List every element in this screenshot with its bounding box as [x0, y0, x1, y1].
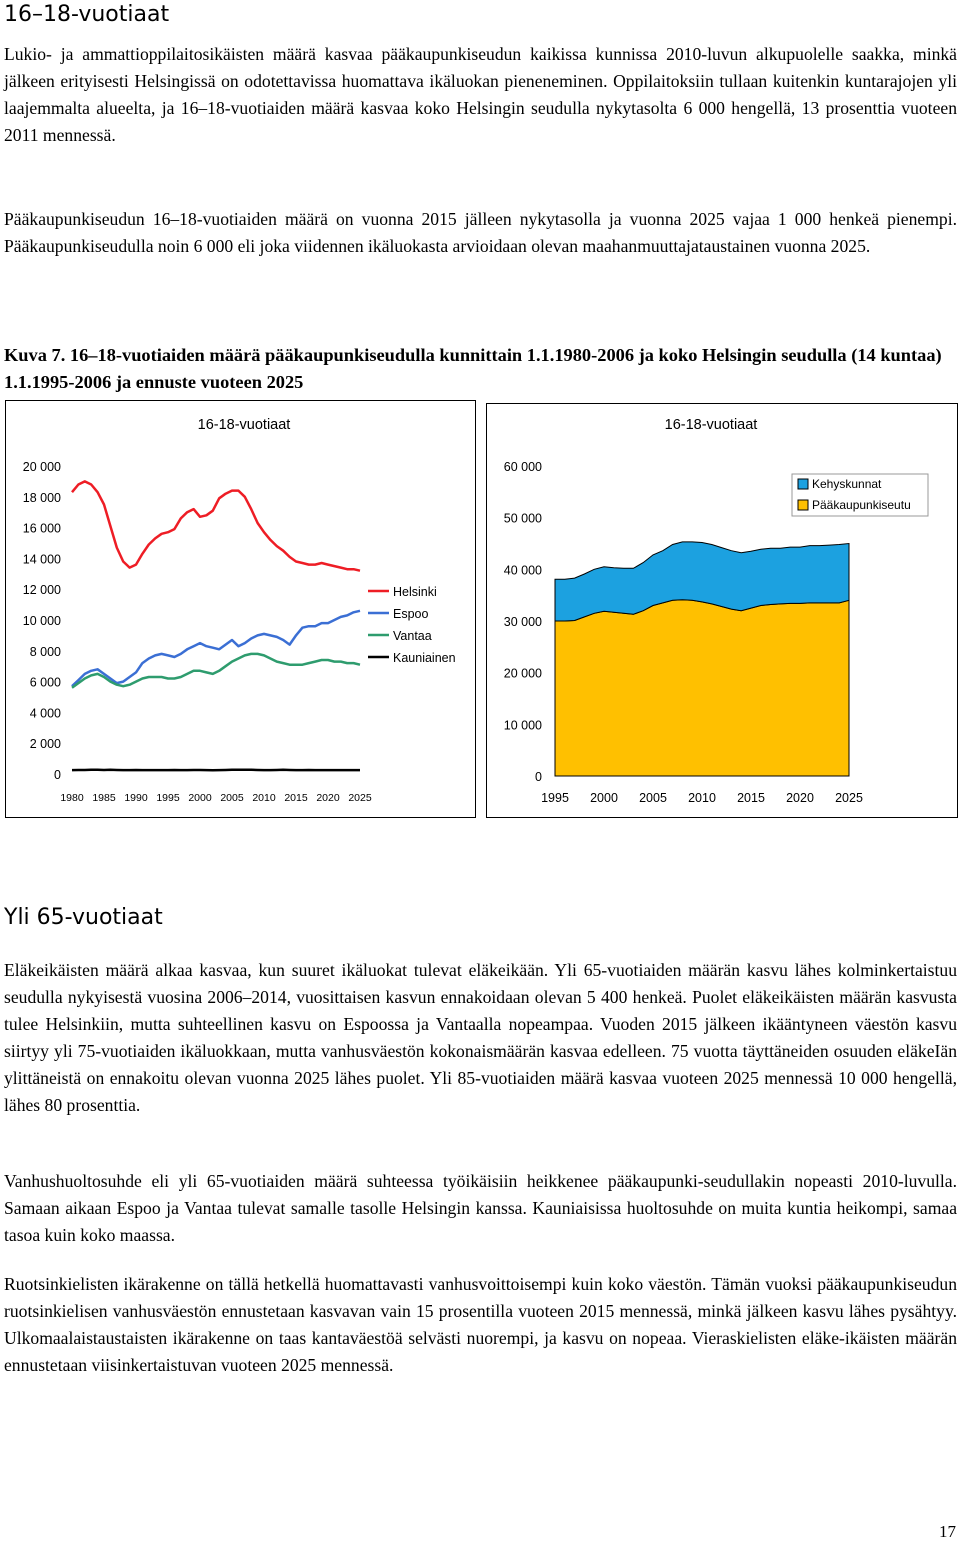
legend-label: Pääkaupunkiseutu: [812, 498, 911, 512]
line-chart: [6, 401, 475, 817]
y-tick-label: 20 000: [22, 460, 61, 474]
x-tick-label: 2015: [737, 791, 765, 805]
figure-caption: Kuva 7. 16–18-vuotiaiden määrä pääkaupunkiseudulla kunnittain 1.1.1980-2006 ja koko Helsingin seudulla (14 kuntaa) 1.1.1995-2006 ja ennuste vuoteen 2025: [4, 345, 942, 392]
series-line-helsinki: [72, 481, 360, 570]
legend: [368, 585, 456, 665]
legend-label: Kauniainen: [393, 651, 456, 665]
x-tick-label: 2020: [316, 792, 340, 804]
y-tick-label: 4 000: [29, 706, 61, 721]
y-tick-label: 16 000: [22, 521, 61, 536]
legend-label: Kehyskunnat: [812, 477, 882, 491]
series-area-pääkaupunkiseutu: [555, 600, 849, 776]
series-line-kauniainen: [72, 770, 360, 771]
area-chart-panel: [486, 403, 958, 818]
y-tick-label: 40 000: [503, 563, 542, 578]
y-tick-label: 14 000: [22, 552, 61, 567]
legend-label: Helsinki: [393, 585, 437, 599]
x-axis-ticks: [541, 791, 863, 805]
series-lines: [72, 481, 360, 770]
y-tick-label: 30 000: [503, 615, 542, 629]
legend-label: Espoo: [393, 607, 429, 621]
y-tick-label: 6 000: [29, 675, 61, 690]
x-tick-label: 2000: [590, 791, 618, 805]
paragraph-5: Ruotsinkielisten ikärakenne on tällä hetkellä huomattavasti vanhusvoittoisempi kuin koko väestön. Tämän vuoksi pääkaupunkiseudun ruotsinkielisen vanhusväestön ennustetaan kasvavan vain 15 prosentilla vuoteen 2015 mennessä, minkä jälkeen kasvu lähes pysähtyy. Ulkomaalaistaustaisten ikärakenne on taas kantaväestöä selvästi nuorempi, ja kasvu on nopeaa. Vieraskielisten eläke-ikäisten määrän ennustetaan viisinkertaistuvan vuoteen 2025 mennessä.: [4, 1274, 957, 1375]
x-tick-label: 1995: [156, 792, 180, 804]
y-tick-label: 0: [535, 770, 542, 784]
x-tick-label: 2000: [188, 792, 212, 804]
y-tick-label: 18 000: [22, 490, 61, 505]
legend-swatch: [798, 479, 808, 489]
chart-title: 16-18-vuotiaat: [664, 417, 758, 433]
legend-swatch: [798, 500, 808, 510]
series-line-vantaa: [72, 654, 360, 688]
paragraph-4: Vanhushuoltosuhde eli yli 65-vuotiaiden määrä suhteessa työikäisiin heikkenee pääkaupunki-seudullakin nopeasti 2010-luvulla. Samaan aikaan Espoo ja Vantaa tulevat samalle tasolle Helsingin kanssa. Kauniaisissa huoltosuhde on muita kuntia heikompi, samaa tasoa kuin koko maassa.: [4, 1171, 957, 1245]
section-heading-16-18: 16–18-vuotiaat: [4, 2, 170, 27]
y-tick-label: 12 000: [22, 583, 61, 598]
x-tick-label: 2025: [348, 792, 372, 804]
series-areas: [555, 542, 849, 776]
x-tick-label: 1985: [92, 792, 116, 804]
x-tick-label: 2025: [835, 791, 863, 805]
chart-title: 16-18-vuotiaat: [197, 417, 291, 433]
legend-label: Vantaa: [393, 629, 432, 643]
y-tick-label: 50 000: [503, 511, 542, 526]
x-axis-ticks: [60, 792, 372, 804]
y-tick-label: 2 000: [29, 737, 61, 752]
paragraph-1: Lukio- ja ammattioppilaitosikäisten määrä kasvaa pääkaupunkiseudun kaikissa kunnissa 2010-luvun alkupuolelle saakka, minkä jälkeen erityisesti Helsingissä on odotettavissa huomattava ikäluokan pieneneminen. Oppilaitoksiin tullaan kuitenkin kuntarajojen yli laajemmalta alueelta, ja 16–18-vuotiaiden määrä kasvaa koko Helsingin seudulla nykytasolta 6 000 hengellä, 13 prosenttia vuoteen 2011 mennessä.: [4, 44, 957, 145]
y-tick-label: 8 000: [29, 644, 61, 659]
x-tick-label: 1995: [541, 791, 569, 805]
paragraph-2: Pääkaupunkiseudun 16–18-vuotiaiden määrä on vuonna 2015 jälleen nykytasolla ja vuonna 2025 vajaa 1 000 henkeä pienempi. Pääkaupunkiseudulla noin 6 000 eli joka viidennen ikäluokasta arvioidaan olevan maahanmuuttajataustainen vuonna 2025.: [4, 209, 957, 256]
paragraph-3: Eläkeikäisten määrä alkaa kasvaa, kun suuret ikäluokat tulevat eläkeikään. Yli 65-vuotiaiden määrän kasvu lähes kolminkertaistuu seudulla nykyisestä vuosina 2006–2014, vuosittaisen kasvun ennakoidaan olevan 5 400 henkeä. Puolet eläkeikäisten määrän kasvusta tulee Helsinkiin, mutta suhteellinen kasvu on Espoossa ja Vantaalla nopeampaa. Vuoden 2015 jälkeen ikääntyneen väestön kasvu siirtyy yli 75-vuotiaiden ikäluokkaan, mutta vanhusväestön kokonaismäärän kasvaa edelleen. 75 vuotta täyttäneiden osuuden eläkeIän ylittäneistä on ennakoitu olevan vuonna 2025 lähes puolet. Yli 85-vuotiaiden määrä kasvaa vuoteen 2025 mennessä 10 000 hengellä, lähes 80 prosenttia.: [4, 960, 957, 1115]
y-axis-ticks: [504, 460, 542, 784]
page-number: 17: [939, 1522, 956, 1541]
x-tick-label: 2010: [688, 791, 716, 805]
x-tick-label: 1980: [60, 792, 84, 804]
section-heading-65: Yli 65-vuotiaat: [4, 905, 163, 930]
legend: [792, 474, 928, 516]
area-chart: [487, 404, 957, 817]
y-axis-ticks: [23, 460, 61, 782]
x-tick-label: 2010: [252, 792, 276, 804]
y-tick-label: 60 000: [503, 460, 542, 474]
series-line-espoo: [72, 611, 360, 686]
y-tick-label: 0: [54, 768, 61, 782]
x-tick-label: 1990: [124, 792, 148, 804]
y-tick-label: 10 000: [503, 718, 542, 733]
x-tick-label: 2015: [284, 792, 308, 804]
x-tick-label: 2005: [639, 791, 667, 805]
y-tick-label: 10 000: [22, 614, 61, 628]
x-tick-label: 2005: [220, 792, 244, 804]
x-tick-label: 2020: [786, 791, 814, 805]
y-tick-label: 20 000: [503, 666, 542, 681]
line-chart-panel: [5, 400, 476, 818]
